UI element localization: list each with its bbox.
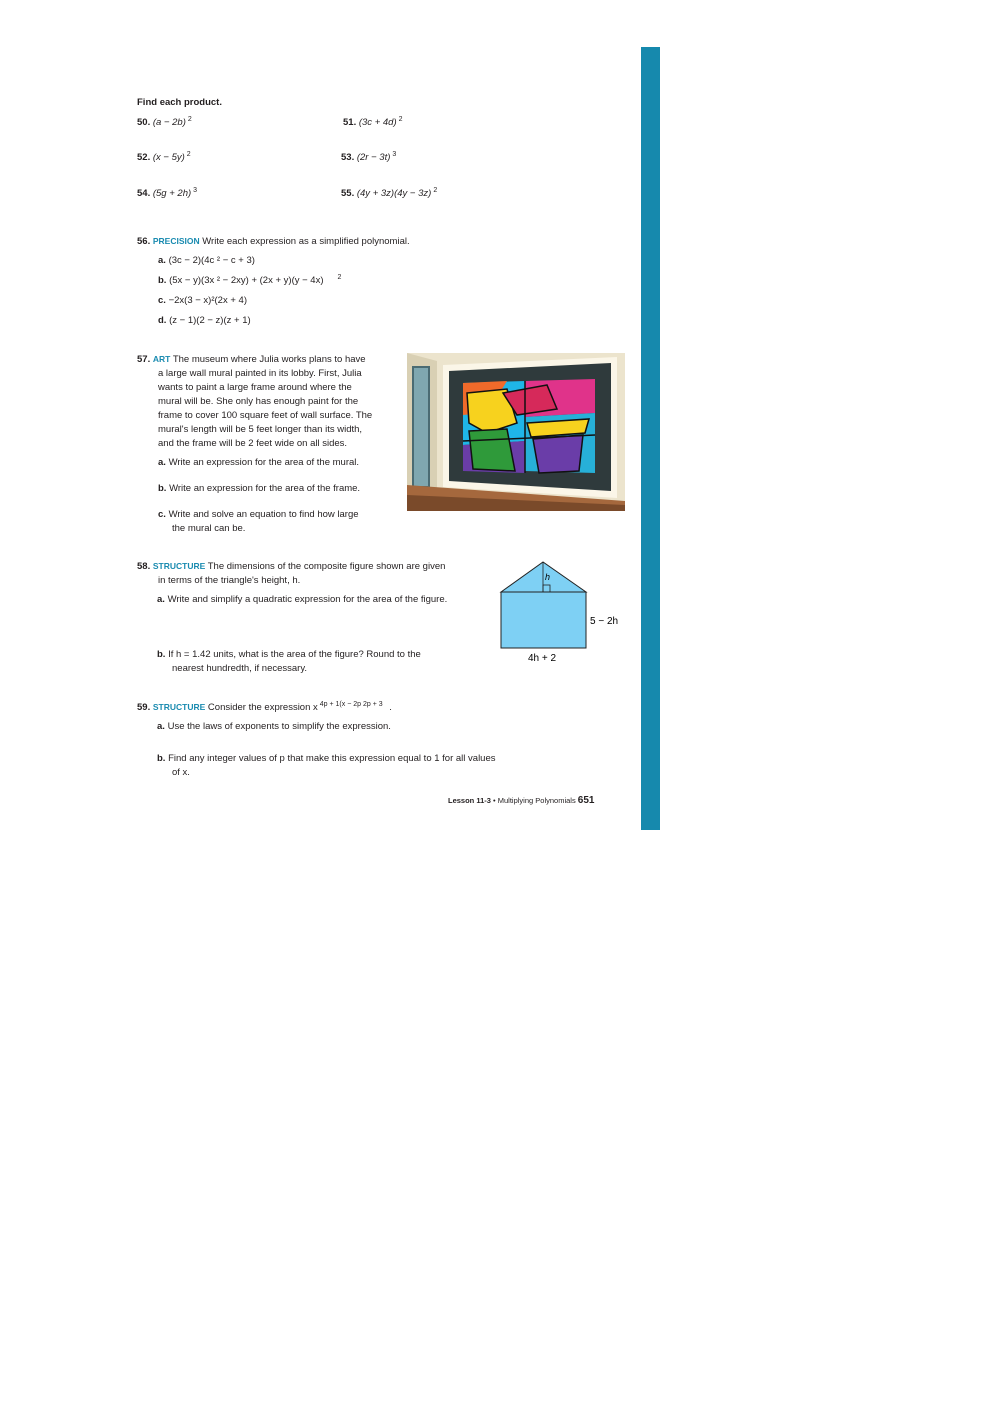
part-label: b. xyxy=(157,753,166,764)
part-text: Write an expression for the area of the mural. xyxy=(168,457,360,468)
problem-51 xyxy=(343,116,403,131)
part-text: Write and simplify a quadratic expression for the area of the figure. xyxy=(167,594,448,605)
exponent: 3 xyxy=(193,187,198,194)
problem-number: 51. xyxy=(343,117,357,128)
problem-expression: (2r − 3t) xyxy=(356,152,391,163)
problem-59-part-a xyxy=(157,720,391,734)
part-text: (5x − y)(3x ² − 2xy) + (2x + y)(y − 4x) xyxy=(169,275,324,286)
part-text: Use the laws of exponents to simplify the expression. xyxy=(167,721,391,732)
problem-expression: (x − 5y) xyxy=(152,152,185,163)
figure-height-label: h xyxy=(545,572,551,582)
problem-59 xyxy=(137,700,392,716)
problem-expression: (4y + 3z)(4y − 3z) xyxy=(356,188,432,199)
problem-line: wants to paint a large frame around where the xyxy=(158,382,352,393)
part-text: (z − 1)(2 − z)(z + 1) xyxy=(169,315,251,326)
problem-59-part-b xyxy=(157,752,496,780)
problem-57 xyxy=(137,352,372,451)
part-label: b. xyxy=(158,275,167,286)
figure-side-label: 5 − 2h xyxy=(590,616,619,627)
problem-text: Consider the expression x xyxy=(207,702,318,713)
exponent: 2 xyxy=(433,187,438,194)
problem-58 xyxy=(137,559,445,588)
problem-number: 58. xyxy=(137,561,151,572)
section-heading: Find each product. xyxy=(137,97,222,108)
problem-tag: PRECISION xyxy=(152,236,200,246)
mural-illustration xyxy=(407,353,625,511)
problem-number: 50. xyxy=(137,117,151,128)
part-label: c. xyxy=(158,295,166,306)
exponent: 2 xyxy=(186,151,191,158)
problem-number: 59. xyxy=(137,702,151,713)
figure-bottom-label: 4h + 2 xyxy=(528,653,557,664)
problem-line: The museum where Julia works plans to have xyxy=(172,354,366,365)
part-text: Find any integer values of p that make this expression equal to 1 for all values xyxy=(168,753,496,764)
problem-58-part-b xyxy=(157,648,421,676)
problem-number: 54. xyxy=(137,188,151,199)
problem-tag: STRUCTURE xyxy=(152,702,206,712)
problem-expression: (3c + 4d) xyxy=(358,117,397,128)
problem-expression: (a − 2b) xyxy=(152,117,186,128)
part-text: If h = 1.42 units, what is the area of the figure? Round to the xyxy=(168,649,421,660)
page-footer xyxy=(448,795,594,806)
page-sidebar-strip xyxy=(641,47,660,830)
problem-54 xyxy=(137,187,197,202)
problem-58-part-a xyxy=(157,593,447,607)
part-text: Write an expression for the area of the frame. xyxy=(169,483,361,494)
problem-end: . xyxy=(389,702,392,713)
problem-57-part-b xyxy=(158,482,360,496)
problem-56 xyxy=(137,234,410,249)
part-text: (3c − 2)(4c ² − c + 3) xyxy=(168,255,255,266)
part-text: −2x(3 − x)²(2x + 4) xyxy=(168,295,247,306)
exponent: 2 xyxy=(187,116,192,123)
exponent: 2 xyxy=(398,116,403,123)
problem-56-part-c xyxy=(158,294,247,308)
problem-line: in terms of the triangle's height, h. xyxy=(158,575,301,586)
problem-line: a large wall mural painted in its lobby. First, Julia xyxy=(158,368,362,379)
problem-53 xyxy=(341,151,396,166)
part-label: a. xyxy=(158,255,166,266)
problem-line: mural will be. She only has enough paint for the xyxy=(158,396,359,407)
problem-number: 56. xyxy=(137,236,151,247)
problem-text: Write each expression as a simplified polynomial. xyxy=(202,236,410,247)
part-label: c. xyxy=(158,509,166,520)
problem-number: 53. xyxy=(341,152,355,163)
composite-figure xyxy=(498,558,628,664)
footer-separator: • xyxy=(490,796,498,805)
problem-56-part-d xyxy=(158,314,251,328)
part-label: a. xyxy=(158,457,166,468)
problem-line: The dimensions of the composite figure shown are given xyxy=(207,561,446,572)
problem-line: mural's length will be 5 feet longer than its width, xyxy=(158,424,363,435)
part-label: a. xyxy=(157,721,165,732)
part-label: b. xyxy=(157,649,166,660)
problem-number: 52. xyxy=(137,152,151,163)
problem-tag: ART xyxy=(152,354,171,364)
problem-57-part-a xyxy=(158,456,359,470)
problem-line: frame to cover 100 square feet of wall surface. The xyxy=(158,410,373,421)
problem-number: 57. xyxy=(137,354,151,365)
problem-number: 55. xyxy=(341,188,355,199)
exponent: 3 xyxy=(392,151,397,158)
part-label: a. xyxy=(157,594,165,605)
problem-56-part-b xyxy=(158,274,341,289)
part-label: b. xyxy=(158,483,167,494)
exponent: 2 xyxy=(337,274,342,281)
problem-50 xyxy=(137,116,192,131)
problem-expression: (5g + 2h) xyxy=(152,188,192,199)
part-text: the mural can be. xyxy=(172,523,246,534)
part-text: of x. xyxy=(172,767,190,778)
exponent: 4p + 1(x − 2p 2p + 3 xyxy=(319,701,383,708)
problem-tag: STRUCTURE xyxy=(152,561,206,571)
part-text: nearest hundredth, if necessary. xyxy=(172,663,308,674)
part-text: Write and solve an equation to find how large xyxy=(168,509,359,520)
problem-line: and the frame will be 2 feet wide on all sides. xyxy=(158,438,348,449)
page-number: 651 xyxy=(577,795,595,806)
footer-lesson: Lesson 11-3 xyxy=(448,796,491,805)
part-label: d. xyxy=(158,315,167,326)
footer-title: Multiplying Polynomials xyxy=(497,796,576,805)
problem-55 xyxy=(341,187,437,202)
problem-56-part-a xyxy=(158,254,255,268)
problem-52 xyxy=(137,151,191,166)
problem-57-part-c xyxy=(158,508,359,536)
